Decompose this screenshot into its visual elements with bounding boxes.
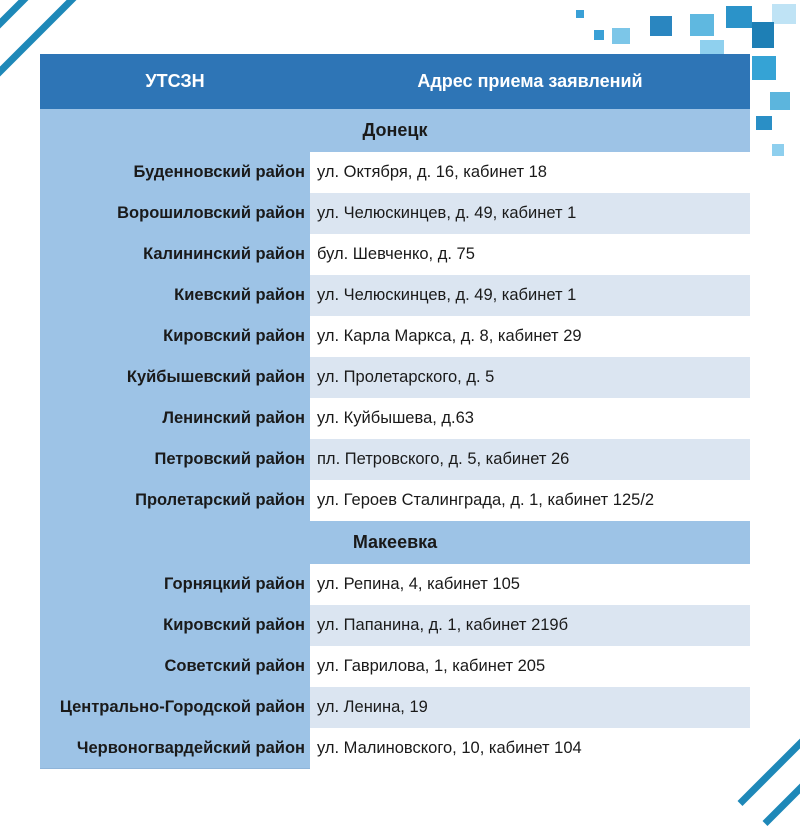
district-cell: Ворошиловский район bbox=[40, 193, 310, 234]
address-cell: ул. Малиновского, 10, кабинет 104 bbox=[310, 728, 750, 769]
address-cell: ул. Репина, 4, кабинет 105 bbox=[310, 564, 750, 605]
district-cell: Советский район bbox=[40, 646, 310, 687]
decor-square bbox=[726, 6, 752, 28]
decor-stripe bbox=[0, 0, 46, 46]
address-cell: ул. Пролетарского, д. 5 bbox=[310, 357, 750, 398]
address-cell: ул. Папанина, д. 1, кабинет 219б bbox=[310, 605, 750, 646]
decor-square bbox=[756, 116, 772, 130]
table-row bbox=[40, 646, 750, 687]
table-row bbox=[40, 193, 750, 234]
table-row bbox=[40, 316, 750, 357]
decor-square bbox=[612, 28, 630, 44]
address-cell: ул. Карла Маркса, д. 8, кабинет 29 bbox=[310, 316, 750, 357]
district-cell: Ленинский район bbox=[40, 398, 310, 439]
district-cell: Кировский район bbox=[40, 605, 310, 646]
table-row bbox=[40, 234, 750, 275]
district-cell: Петровский район bbox=[40, 439, 310, 480]
table-row bbox=[40, 275, 750, 316]
decor-square bbox=[772, 144, 784, 156]
district-cell: Центрально-Городской район bbox=[40, 687, 310, 728]
decor-square bbox=[772, 4, 796, 24]
district-cell: Горняцкий район bbox=[40, 564, 310, 605]
address-cell: ул. Гаврилова, 1, кабинет 205 bbox=[310, 646, 750, 687]
address-cell: ул. Челюскинцев, д. 49, кабинет 1 bbox=[310, 193, 750, 234]
table-row bbox=[40, 687, 750, 728]
address-cell: ул. Героев Сталинграда, д. 1, кабинет 125/2 bbox=[310, 480, 750, 521]
table-row bbox=[40, 357, 750, 398]
district-cell: Буденновский район bbox=[40, 152, 310, 193]
address-cell: ул. Челюскинцев, д. 49, кабинет 1 bbox=[310, 275, 750, 316]
table-row bbox=[40, 439, 750, 480]
decor-square bbox=[752, 22, 774, 48]
header-utszn: УТСЗН bbox=[145, 71, 205, 91]
address-cell: пл. Петровского, д. 5, кабинет 26 bbox=[310, 439, 750, 480]
header-address: Адрес приема заявлений bbox=[417, 71, 643, 91]
decor-square bbox=[770, 92, 790, 110]
district-cell: Червоногвардейский район bbox=[40, 728, 310, 769]
decor-square bbox=[650, 16, 672, 36]
section-title: Донецк bbox=[40, 109, 750, 152]
district-cell: Калининский район bbox=[40, 234, 310, 275]
address-cell: ул. Ленина, 19 bbox=[310, 687, 750, 728]
table-row bbox=[40, 728, 750, 769]
decor-square bbox=[576, 10, 584, 18]
section-title: Макеевка bbox=[40, 521, 750, 564]
address-cell: бул. Шевченко, д. 75 bbox=[310, 234, 750, 275]
decor-square bbox=[594, 30, 604, 40]
district-cell: Кировский район bbox=[40, 316, 310, 357]
address-cell: ул. Куйбышева, д.63 bbox=[310, 398, 750, 439]
district-cell: Пролетарский район bbox=[40, 480, 310, 521]
table-row bbox=[40, 605, 750, 646]
table-row bbox=[40, 564, 750, 605]
decor-square bbox=[690, 14, 714, 36]
address-cell: ул. Октября, д. 16, кабинет 18 bbox=[310, 152, 750, 193]
decor-square bbox=[752, 56, 776, 80]
table-header bbox=[40, 54, 750, 109]
table-row bbox=[40, 398, 750, 439]
district-cell: Киевский район bbox=[40, 275, 310, 316]
address-table bbox=[40, 54, 750, 769]
district-cell: Куйбышевский район bbox=[40, 357, 310, 398]
table-row bbox=[40, 480, 750, 521]
table-row bbox=[40, 152, 750, 193]
